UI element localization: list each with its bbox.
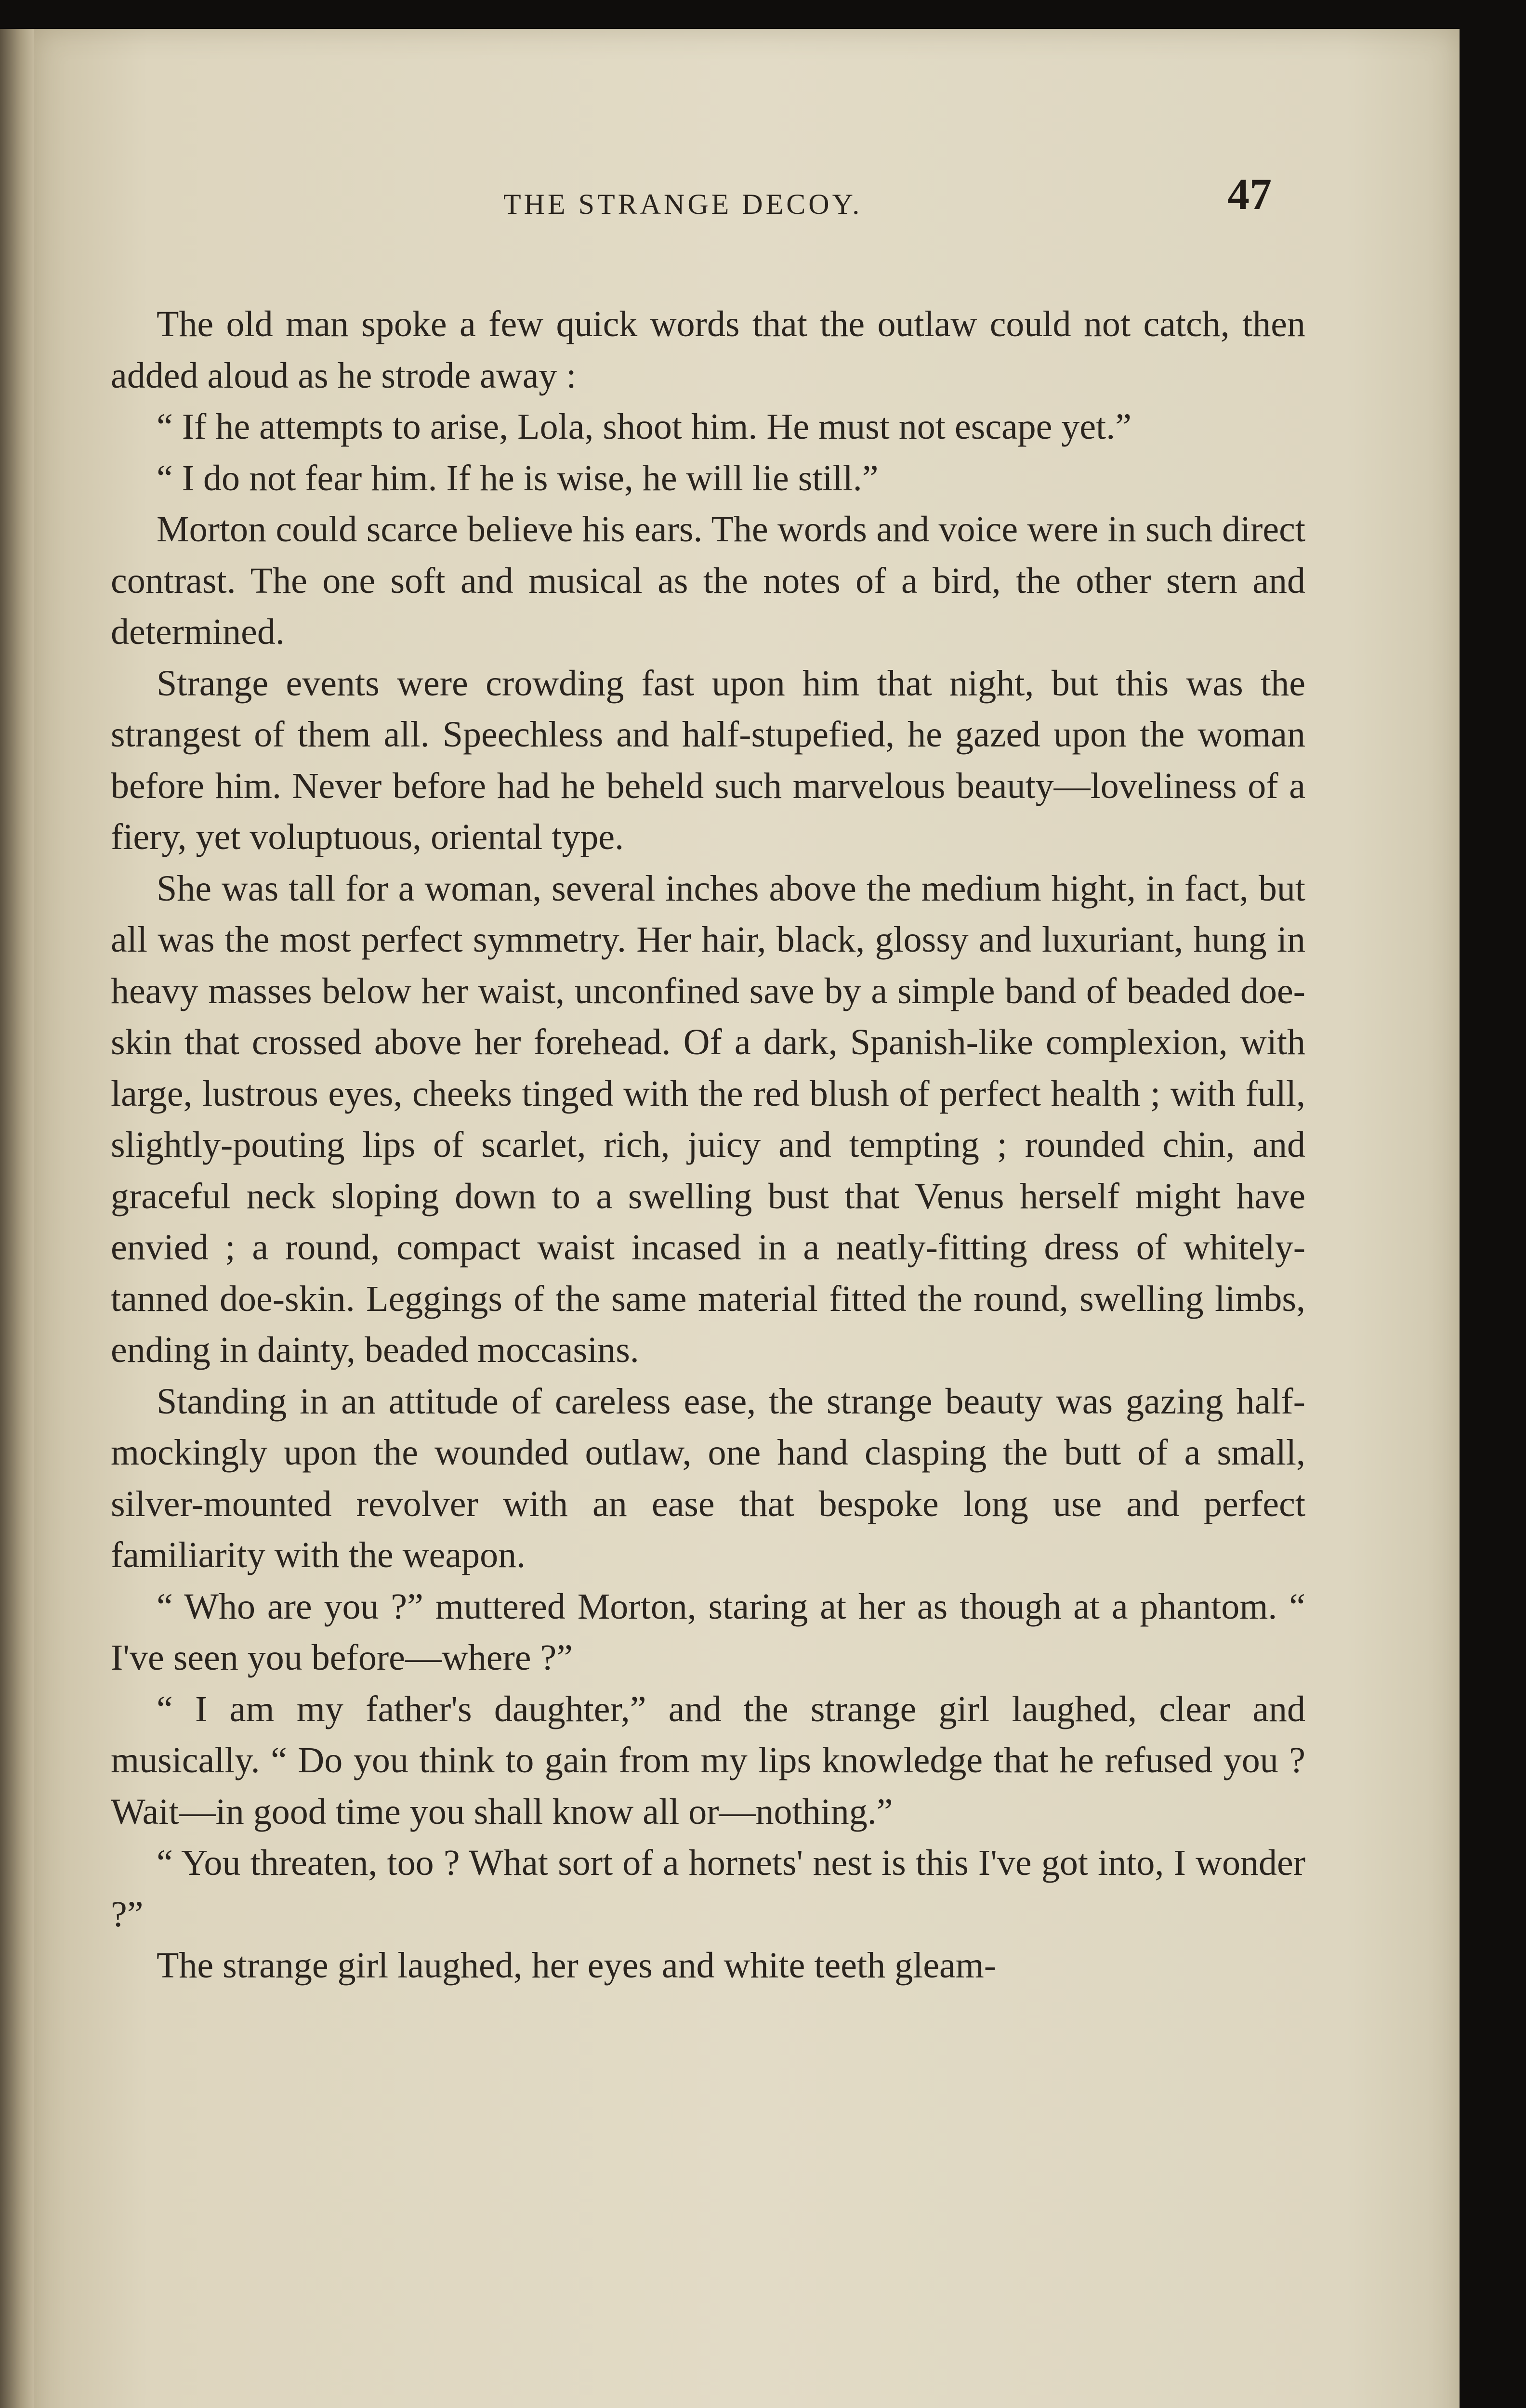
paragraph: She was tall for a woman, several inches above the medium hight, in fact, but all was the most perfect symmetry. Her hair, black, glossy and luxuriant, hung in heavy masses below her waist, unconfined save by a simple band of beaded doe-skin that crossed above her forehead. Of a dark, Spanish-like complexion, with large, lustrous eyes, cheeks tinged with the red blush of perfect health ; with full, slightly-pouting lips of scarlet, rich, juicy and tempting ; rounded chin, and graceful neck sloping down to a swelling bust that Venus herself might have envied ; a round, compact waist incased in a neatly-fitting dress of whitely-tanned doe-skin. Leggings of the same material fitted the round, swelling limbs, ending in dainty, beaded moccasins.: [111, 868, 1305, 1370]
paragraph: “ If he attempts to arise, Lola, shoot him. He must not escape yet.”: [157, 406, 1131, 447]
paragraph: Morton could scarce believe his ears. The words and voice were in such direct contrast. The one soft and musical as the notes of a bird, the other stern and determined.: [111, 509, 1305, 652]
paragraph: Strange events were crowding fast upon him that night, but this was the strangest of them all. Speechless and half-stupefied, he gazed upon the woman before him. Never before had he beheld such marvelous beauty—loveliness of a fiery, yet voluptuous, oriental type.: [111, 663, 1305, 857]
running-head: THE STRANGE DECOY.: [503, 188, 863, 220]
paragraph: Standing in an attitude of careless ease, the strange beauty was gazing half-mockingly upon the wounded outlaw, one hand clasping the butt of a small, silver-mounted revolver with an ease that bespoke long use and perfect familiarity with the weapon.: [111, 1381, 1305, 1575]
paragraph: “ I do not fear him. If he is wise, he will lie still.”: [157, 458, 879, 498]
paragraph: The strange girl laughed, her eyes and white teeth gleam-: [157, 1945, 997, 1986]
body-text: [111, 299, 1305, 1991]
book-spine-edge: [0, 29, 39, 2408]
book-page: [34, 29, 1460, 2408]
paragraph: “ I am my father's daughter,” and the strange girl laughed, clear and musically. “ Do you think to gain from my lips knowledge that he refused you ? Wait—in good time you shall know all or—nothing.”: [111, 1688, 1305, 1832]
paragraph: “ You threaten, too ? What sort of a hornets' nest is this I've got into, I wonder ?”: [111, 1843, 1305, 1935]
paragraph: “ Who are you ?” muttered Morton, staring at her as though at a phantom. “ I've seen you before—where ?”: [111, 1586, 1305, 1678]
page-number: 47: [1227, 170, 1272, 219]
paragraph: The old man spoke a few quick words that the outlaw could not catch, then added aloud as he strode away :: [111, 304, 1305, 396]
